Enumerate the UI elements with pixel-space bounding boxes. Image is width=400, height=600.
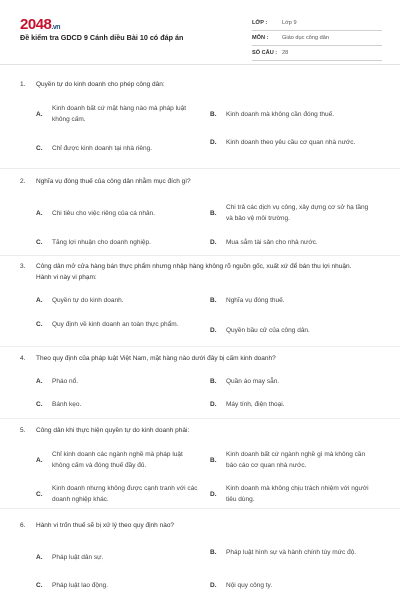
option-text: Bánh kẹo.	[52, 401, 82, 408]
option-label: D.	[210, 239, 217, 246]
question-number: 4.	[20, 355, 26, 362]
logo-text: 2048	[20, 16, 52, 33]
option-label: B.	[210, 111, 217, 118]
option-label: D.	[210, 327, 217, 334]
option-c[interactable]	[36, 399, 202, 410]
option-b[interactable]	[210, 109, 376, 120]
option-text: Tăng lợi nhuận cho doanh nghiệp.	[52, 239, 151, 246]
meta-value: Lớp 9	[282, 20, 297, 26]
question-divider	[0, 418, 400, 419]
option-text: Pháp luật dân sự.	[52, 554, 104, 561]
option-label: B.	[210, 209, 217, 217]
option-text: Chi tiêu cho việc riêng của cá nhân.	[52, 210, 155, 217]
question-text: Theo quy định của pháp luật Việt Nam, mặt hàng nào dưới đây bị cấm kinh doanh?	[36, 355, 276, 362]
option-d[interactable]	[210, 325, 376, 336]
option-text: Kinh doanh bất cứ mặt hàng nào mà pháp luật không cấm.	[52, 105, 187, 123]
question-number: 5.	[20, 427, 26, 434]
page-header	[0, 0, 400, 76]
option-text: Quần áo may sẵn.	[226, 378, 280, 385]
option-label: A.	[36, 110, 43, 118]
option-text: Chi trả các dịch vụ công, xây dựng cơ sở hạ tầng và bảo vệ môi trường.	[226, 204, 369, 222]
option-label: C.	[36, 145, 43, 152]
option-a[interactable]	[36, 449, 202, 471]
question-divider	[0, 168, 400, 169]
option-d[interactable]	[210, 580, 376, 591]
option-d[interactable]	[210, 483, 376, 505]
meta-row-subject	[252, 31, 382, 46]
option-d[interactable]	[210, 237, 376, 248]
option-label: A.	[36, 554, 43, 561]
option-c[interactable]	[36, 143, 202, 154]
option-text: Chỉ được kinh doanh tại nhà riêng.	[52, 145, 153, 152]
meta-label: SỐ CÂU :	[252, 50, 278, 56]
option-label: C.	[36, 321, 43, 328]
page-title: Đề kiểm tra GDCD 9 Cánh diều Bài 10 có đáp án	[20, 33, 184, 42]
meta-info-box	[252, 16, 382, 61]
option-a[interactable]	[36, 552, 202, 563]
question-divider	[0, 346, 400, 347]
option-label: A.	[36, 456, 43, 464]
logo-suffix: .vn	[51, 24, 60, 31]
option-label: D.	[210, 582, 217, 589]
option-d[interactable]	[210, 399, 376, 410]
question-number: 2.	[20, 178, 26, 185]
question-text: Công dân mở cửa hàng bán thực phẩm nhưng nhập hàng không rõ nguồn gốc, xuất xứ để bán thu lợi nhuận. Hành vi này vi phạm:	[36, 263, 352, 281]
option-c[interactable]	[36, 319, 202, 330]
option-label: A.	[36, 297, 43, 304]
option-c[interactable]	[36, 580, 202, 591]
option-label: C.	[36, 401, 43, 408]
header-divider	[0, 64, 400, 65]
option-b[interactable]	[210, 295, 376, 306]
option-text: Mua sắm tài sản cho nhà nước.	[226, 239, 318, 246]
option-d[interactable]	[210, 137, 376, 148]
option-text: Pháp luật hình sự và hành chính tùy mức độ.	[226, 549, 357, 556]
option-label: B.	[210, 297, 217, 304]
question-number: 6.	[20, 522, 26, 529]
meta-label: LỚP :	[252, 20, 268, 26]
option-text: Quy định về kinh doanh an toàn thực phẩm.	[52, 321, 179, 328]
option-a[interactable]	[36, 208, 202, 219]
question-text: Quyền tự do kinh doanh cho phép công dân:	[36, 81, 165, 88]
option-label: C.	[36, 582, 43, 589]
option-c[interactable]	[36, 483, 202, 505]
option-label: B.	[210, 456, 217, 464]
meta-label: MÔN :	[252, 35, 269, 41]
option-text: Pháp luật lao động.	[52, 582, 109, 589]
option-text: Pháo nổ.	[52, 378, 79, 385]
question-divider	[0, 508, 400, 509]
question-text: Nghĩa vụ đóng thuế của công dân nhằm mục đích gì?	[36, 178, 191, 185]
option-label: D.	[210, 490, 217, 498]
option-text: Quyền tự do kinh doanh.	[52, 297, 124, 304]
option-c[interactable]	[36, 237, 202, 248]
option-text: Máy tính, điện thoại.	[226, 401, 285, 408]
option-a[interactable]	[36, 295, 202, 306]
option-label: C.	[36, 239, 43, 246]
option-label: D.	[210, 401, 217, 408]
option-a[interactable]	[36, 376, 202, 387]
option-b[interactable]	[210, 376, 376, 387]
option-text: Kinh doanh mà không cần đóng thuế.	[226, 111, 335, 118]
option-label: B.	[210, 549, 217, 556]
option-b[interactable]	[210, 547, 376, 558]
option-label: C.	[36, 490, 43, 498]
option-b[interactable]	[210, 449, 376, 471]
option-text: Nghĩa vụ đóng thuế.	[226, 297, 285, 304]
question-divider	[0, 255, 400, 256]
option-text: Nội quy công ty.	[226, 582, 273, 589]
option-text: Kinh doanh nhưng không được cạnh tranh với các doanh nghiệp khác.	[52, 485, 198, 503]
option-text: Kinh doanh theo yêu cầu cơ quan nhà nước.	[226, 139, 356, 146]
option-text: Kinh doanh mà không chịu trách nhiệm với người tiêu dùng.	[226, 485, 369, 503]
meta-row-class	[252, 16, 382, 31]
meta-value: 28	[282, 50, 289, 56]
question-text: Công dân khi thực hiện quyền tự do kinh doanh phải:	[36, 427, 190, 434]
meta-row-count	[252, 46, 382, 61]
option-label: A.	[36, 210, 43, 217]
option-a[interactable]	[36, 103, 202, 125]
question-number: 3.	[20, 263, 26, 270]
question-text: Hành vi trốn thuế sẽ bị xử lý theo quy định nào?	[36, 522, 175, 529]
option-text: Quyền bầu cử của công dân.	[226, 327, 310, 334]
option-label: D.	[210, 139, 217, 146]
option-label: B.	[210, 378, 217, 385]
option-text: Kinh doanh bất cứ ngành nghề gì mà không cần báo cáo cơ quan nhà nước.	[226, 451, 366, 469]
option-text: Chỉ kinh doanh các ngành nghề mà pháp luật không cấm và đóng thuế đầy đủ.	[52, 451, 183, 469]
site-logo[interactable]	[20, 16, 60, 33]
question-number: 1.	[20, 81, 26, 88]
option-label: A.	[36, 378, 43, 385]
meta-value: Giáo dục công dân	[282, 35, 329, 41]
option-b[interactable]	[210, 202, 376, 224]
